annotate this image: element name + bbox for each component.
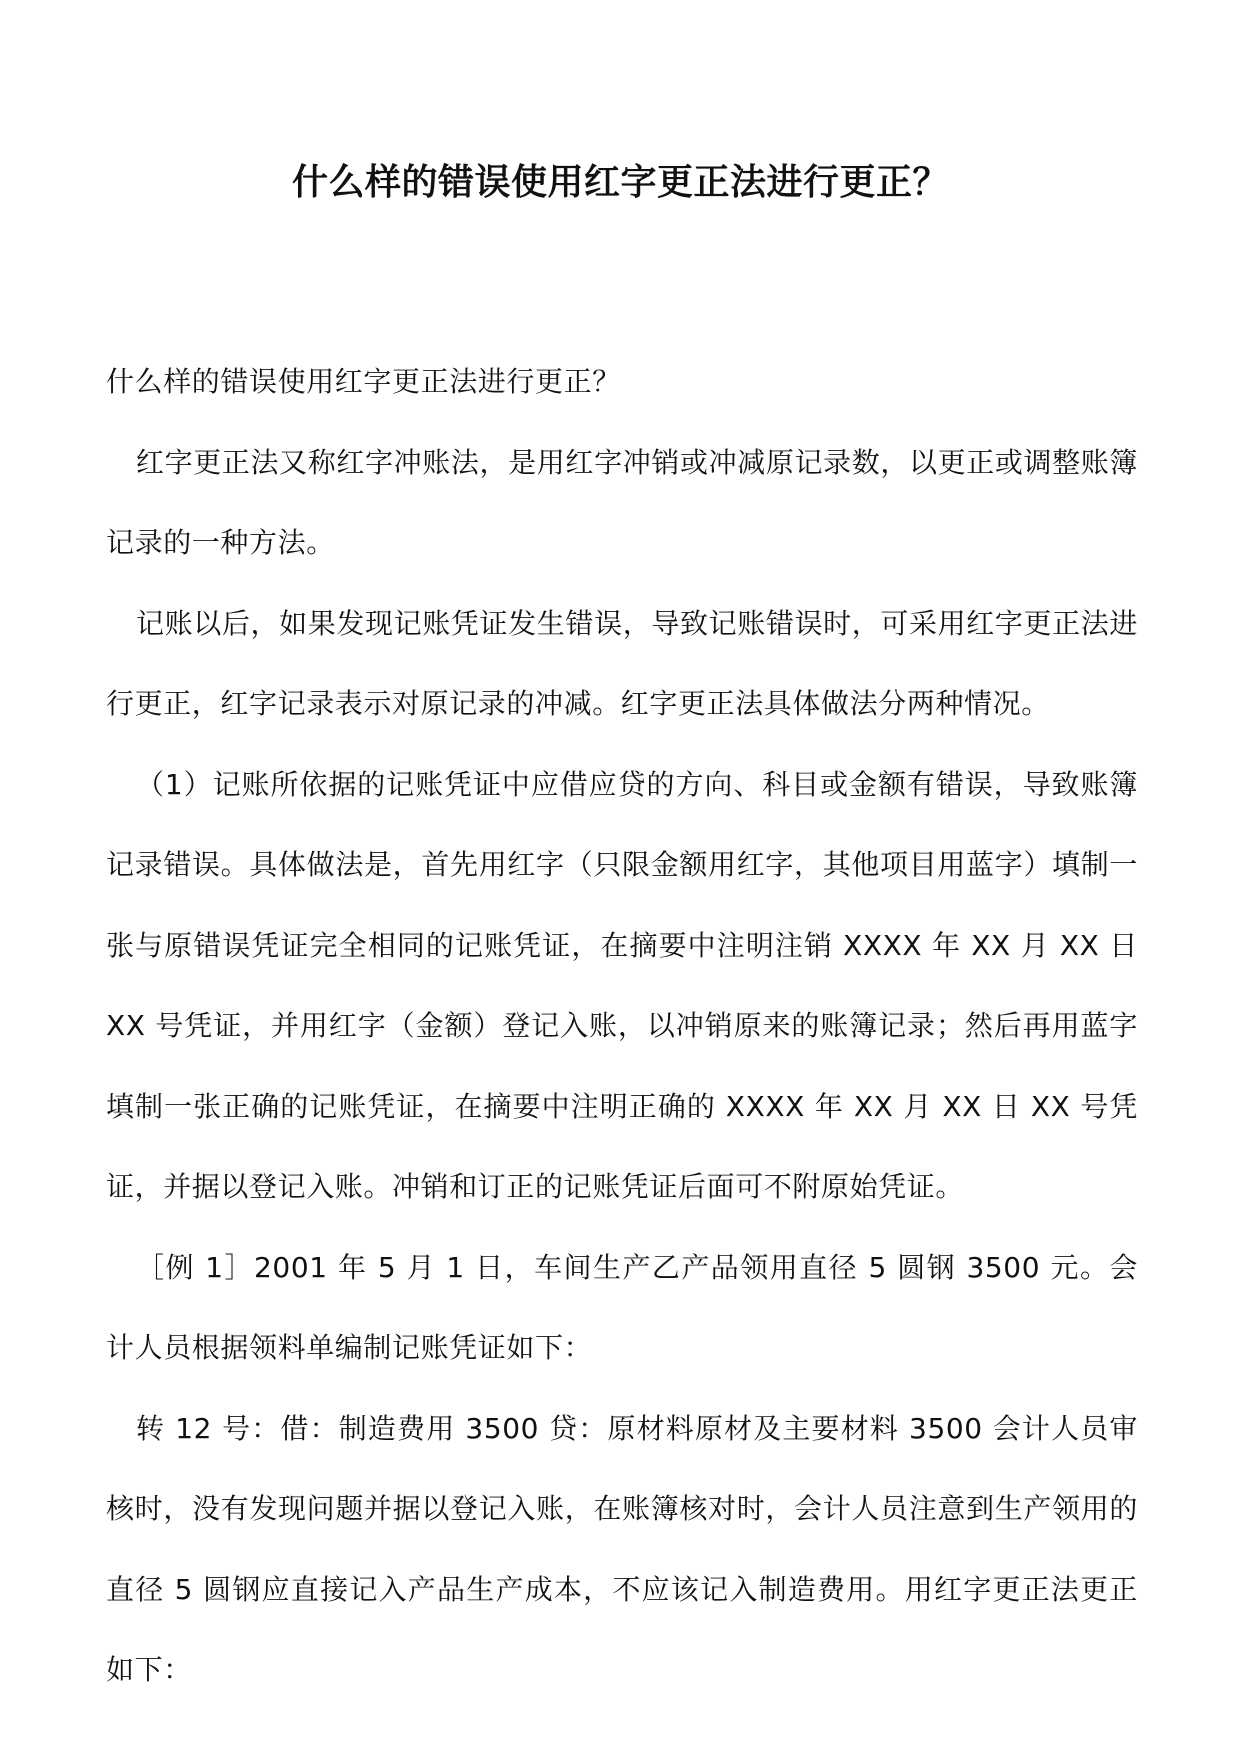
paragraph-example-1: ［例 1］2001 年 5 月 1 日，车间生产乙产品领用直径 5 圆钢 3500 元。会计人员根据领料单编制记账凭证如下：	[106, 1250, 1138, 1364]
paragraph-case-1: （1）记账所依据的记账凭证中应借应贷的方向、科目或金额有错误，导致账簿记录错误。具体做法是，首先用红字（只限金额用红字，其他项目用蓝字）填制一张与原错误凭证完全相同的记账凭证，在摘要中注明注销 XXXX 年 XX 月 XX 日 XX 号凭证，并用红字（金额）登记入账，以冲销原来的账簿记录；然后再用蓝字填制一张正确的记账凭证，在摘要中注明正确的 XXXX 年 XX 月 XX 日 XX 号凭证，并据以登记入账。冲销和订正的记账凭证后面可不附原始凭证。	[106, 767, 1138, 1203]
paragraph-usage: 记账以后，如果发现记账凭证发生错误，导致记账错误时，可采用红字更正法进行更正，红字记录表示对原记录的冲减。红字更正法具体做法分两种情况。	[106, 606, 1138, 720]
document-title: 什么样的错误使用红字更正法进行更正？	[291, 161, 949, 203]
paragraph-voucher-12: 转 12 号：借：制造费用 3500 贷：原材料原材及主要材料 3500 会计人员审核时，没有发现问题并据以登记入账，在账簿核对时，会计人员注意到生产领用的直径 5 圆钢应直接记入产品生产成本，不应该记入制造费用。用红字更正法更正如下：	[106, 1411, 1138, 1686]
document-body	[106, 342, 1138, 1711]
paragraph-question: 什么样的错误使用红字更正法进行更正？	[106, 365, 621, 398]
paragraph-definition: 红字更正法又称红字冲账法，是用红字冲销或冲减原记录数，以更正或调整账簿记录的一种方法。	[106, 445, 1138, 559]
